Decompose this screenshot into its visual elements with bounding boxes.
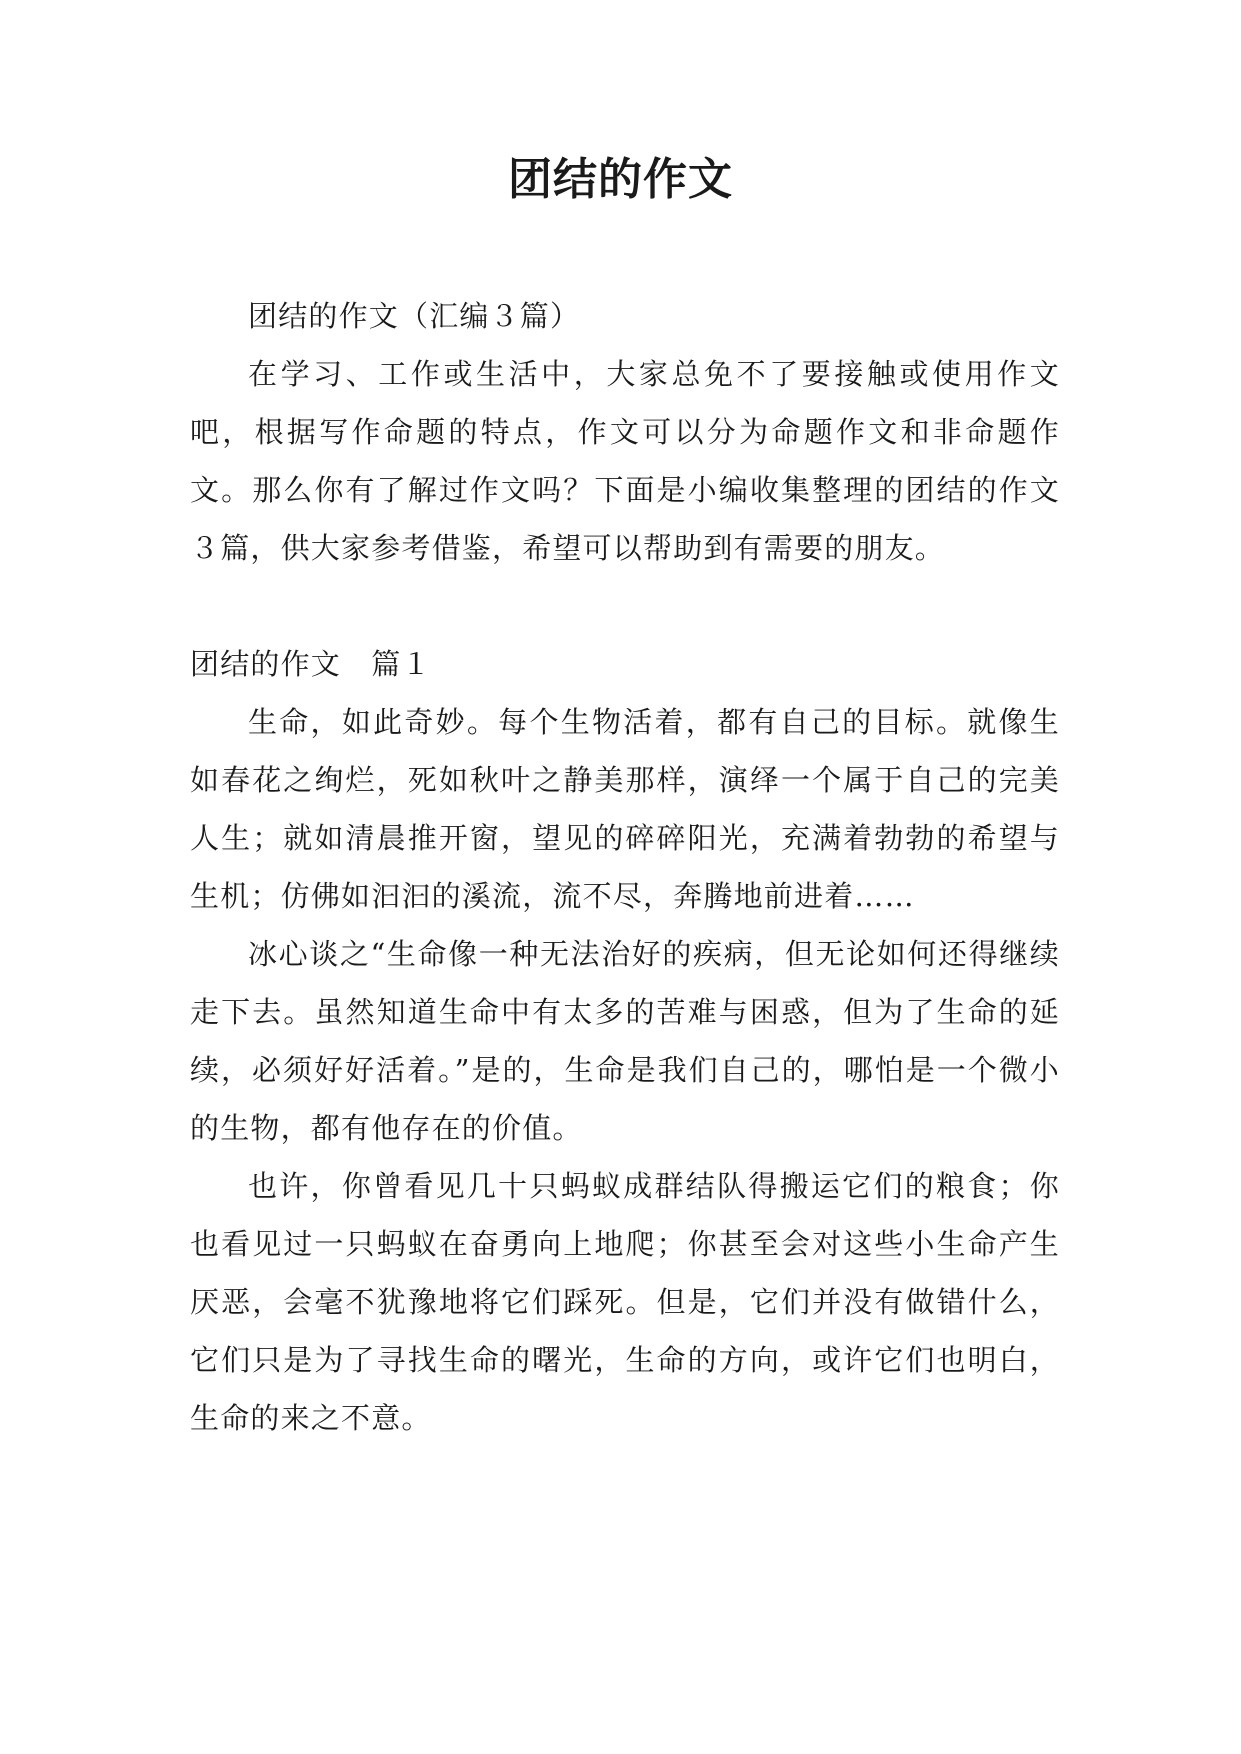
section-paragraph-3: 也许，你曾看见几十只蚂蚁成群结队得搬运它们的粮食；你也看见过一只蚂蚁在奋勇向上地爬；你甚至会对这些小生命产生厌恶，会毫不犹豫地将它们踩死。但是，它们并没有做错什么，它们只是为了寻找生命的曙光，生命的方向，或许它们也明白，生命的来之不意。 xyxy=(190,1169,1060,1435)
document-subtitle: 团结的作文（汇编３篇） xyxy=(248,299,581,333)
document-title: 团结的作文 xyxy=(508,154,733,205)
intro-paragraph: 在学习、工作或生活中，大家总免不了要接触或使用作文吧，根据写作命题的特点，作文可以分为命题作文和非命题作文。那么你有了解过作文吗？下面是小编收集整理的团结的作文３篇，供大家参考借鉴，希望可以帮助到有需要的朋友。 xyxy=(190,357,1060,565)
section-gap xyxy=(190,577,1060,635)
section-paragraph-2: 冰心谈之“生命像一种无法治好的疾病，但无论如何还得继续走下去。虽然知道生命中有太多的苦难与困惑，但为了生命的延续，必须好好活着。”是的，生命是我们自己的，哪怕是一个微小的生物，都有他存在的价值。 xyxy=(190,937,1060,1145)
section-paragraph-1: 生命，如此奇妙。每个生物活着，都有自己的目标。就像生如春花之绚烂，死如秋叶之静美那样，演绎一个属于自己的完美人生；就如清晨推开窗，望见的碎碎阳光，充满着勃勃的希望与生机；仿佛如汩汩的溪流，流不尽，奔腾地前进着…… xyxy=(190,705,1060,913)
document-body xyxy=(190,287,1060,1447)
section-heading: 团结的作文 篇１ xyxy=(190,647,432,681)
